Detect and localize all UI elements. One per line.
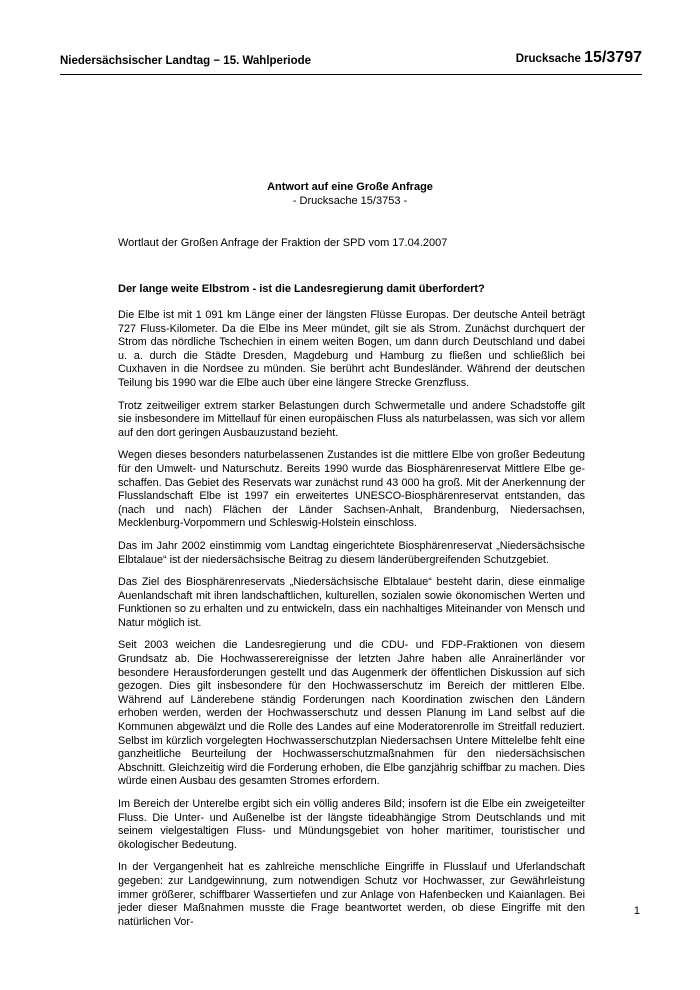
page-subtitle: - Drucksache 15/3753 - [292, 195, 408, 207]
paragraph: Das im Jahr 2002 einstimmig vom Landtag eingerichtete Biosphärenreservat „Niedersächsische Elbtalaue“ ist der niedersächsische Beitrag zu diesem länderübergreifenden Schutzgebiet. [118, 539, 585, 566]
parliament-label: Niedersächsischer Landtag − 15. Wahlperiode [60, 55, 312, 67]
section-heading: Der lange weite Elbstrom - ist die Landesregierung damit überfordert? [118, 283, 485, 295]
paragraph: Im Bereich der Unterelbe ergibt sich ein völlig anderes Bild; insofern ist die Elbe ein zweigeteilter Fluss. Die Unter- und Außenelbe ist der längste tideabhängige Strom Deutschlands und mit seinem vielgestaltigen Fluss- und Mündungsgebiet von hoher maritimer, touristischer und ökologischer Bedeutung. [118, 798, 585, 851]
paragraph: Seit 2003 weichen die Landesregierung und die CDU- und FDP-Fraktionen von diesem Grundsatz ab. Die Hochwasserereignisse der letzten Jahre haben alle Anrainerländer vor besondere Herausforderungen gestellt und das Augenmerk der öffentlichen Diskussion auf sich gezogen. Dies gilt insbesondere für den Hochwasserschutz im Bereich der mittleren Elbe. Während auf Länderebene ständig Forderungen nach Koordination zwischen den Ländern erhoben werden, werden der Hochwasserschutz und dessen Planung im Land selbst auf die Kommunen abgewälzt und die Rolle des Landes auf eine Moderatorenrolle im Streitfall reduziert. Selbst im kürzlich vorgelegten Hochwasserschutzplan Niedersachsen Untere Mittelelbe fehlt eine ganzheitliche Beurteilung der Hochwasserschutzmaßnahmen für den niedersächsischen Abschnitt. Gleichzeitig wird die Forderung erhoben, die Elbe ganzjährig schiffbar zu machen. Dies würde einen Ausbau des gesamten Stromes erfordern. [118, 639, 585, 788]
intro-line: Wortlaut der Großen Anfrage der Fraktion der SPD vom 17.04.2007 [118, 237, 448, 249]
document-number [516, 49, 642, 67]
paragraph: Trotz zeitweiliger extrem starker Belastungen durch Schwermetalle und andere Schadstoffe gilt sie insbesondere im Mittellauf für einen europäischen Fluss als naturbelassen, was sich vor allem auf den dort geringen Ausbauzustand bezieht. [118, 399, 585, 439]
paragraph: Die Elbe ist mit 1 091 km Länge einer der längsten Flüsse Europas. Der deutsche Anteil beträgt 727 Fluss-Kilometer. Da die Elbe ins Meer mündet, gilt sie als Strom. Zunächst durchquert der Strom das nördliche Tschechien in einem weiten Bogen, um dann durch Deutschland und dabei u. a. durch die Städte Dresden, Magdeburg und Hamburg zu fließen und schließlich bei Cuxhaven in die Nordsee zu münden. Sie berührt acht Bundesländer. Während der deutschen Teilung bis 1990 war die Elbe auch über eine längere Strecke Grenzfluss. [118, 309, 585, 389]
body-text [118, 309, 585, 938]
document-number-value: 15/3797 [584, 49, 642, 66]
paragraph: Wegen dieses besonders naturbelassenen Zustandes ist die mittlere Elbe von großer Bedeutung für den Umwelt- und Naturschutz. Bereits 1990 wurde das Biosphärenreservat Mittlere Elbe geschaffen. Das Gebiet des Reservats war zunächst rund 43 000 ha groß. Mit der Anerkennung der Flusslandschaft Elbe ist 1997 ein erweitertes UNESCO-Biosphärenreservat entstanden, das (nach und nach) Flächen der Länder Sachsen-Anhalt, Brandenburg, Niedersachsen, Mecklenburg-Vorpommern und Schleswig-Holstein einschloss. [118, 449, 585, 530]
document-header [60, 49, 642, 75]
page-number: 1 [633, 905, 640, 917]
paragraph: In der Vergangenheit hat es zahlreiche menschliche Eingriffe in Flusslauf und Uferlandschaft gegeben: zur Landgewinnung, zum notwendigen Schutz vor Hochwasser, zur Gewährleistung immer größerer, schiffbarer Wassertiefen und zur Anlage von Hafenbecken und Kaianlagen. Bei jeder dieser Maßnahmen musste die Frage beantwortet werden, ob diese Eingriffe mit den natürlichen Vor- [118, 861, 585, 928]
title-block [0, 180, 700, 208]
paragraph: Das Ziel des Biosphärenreservats „Niedersächsische Elbtalaue“ besteht darin, diese einmalige Auenlandschaft mit ihren landschaftlichen, kulturellen, sozialen sowie ökonomischen Werten und Funktionen so zu erhalten und zu entwickeln, dass ein nachhaltiges Miteinander von Mensch und Natur möglich ist. [118, 576, 585, 629]
document-number-label: Drucksache [515, 53, 585, 65]
page-title: Antwort auf eine Große Anfrage [267, 181, 433, 193]
